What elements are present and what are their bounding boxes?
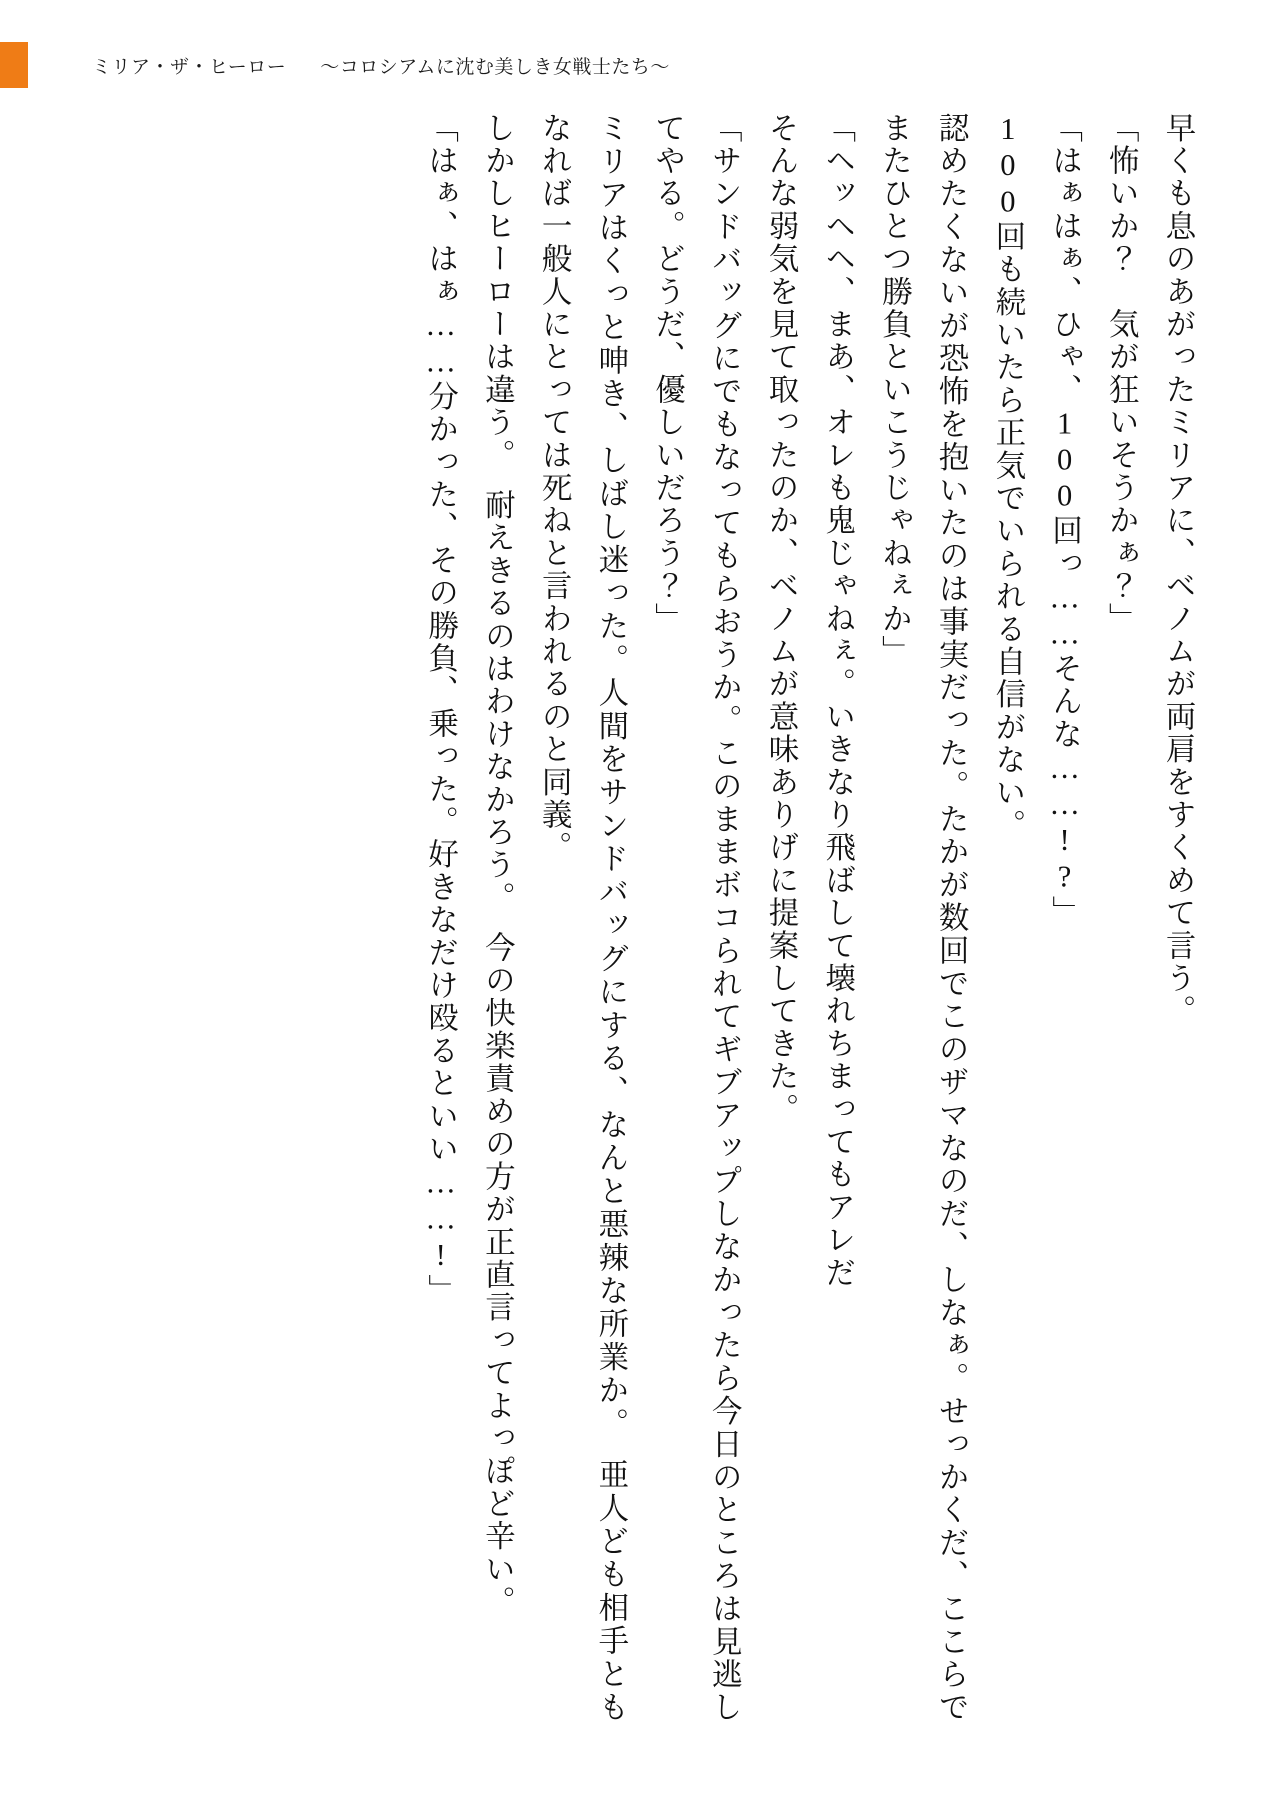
paragraph: 「サンドバッグにでもなってもらおうか。このままボコられてギブアップしなかったら今日のところは見逃してやる。どうだ、優しいだろう？」 [650,112,742,1724]
paragraph: 「ヘッヘヘ、まあ、オレも鬼じゃねぇ。いきなり飛ばして壊れちまってもアレだ [820,112,855,1290]
page-header [0,42,688,88]
paragraph: 100回も続いたら正気でいられる自信がない。 [990,112,1025,842]
header-title-main: ミリア・ザ・ヒーロー [92,56,287,78]
paragraph: そんな弱気を見て取ったのか、ベノムが意味ありげに提案してきた。 [763,112,798,1126]
paragraph: しかしヒーローは違う。 耐えきるのはわけなかろう。 今の快楽責めの方が正直言ってよっぽど辛い。 [480,112,515,1619]
paragraph: 「はぁ、はぁ……分かった、その勝負、乗った。好きなだけ殴るといい……!」 [423,112,458,1307]
paragraph: 「はぁはぁ、ひゃ、100回っ……そんな……!?」 [1047,112,1082,929]
paragraph: 「怖いか？ 気が狂いそうかぁ？」 [1104,112,1139,636]
paragraph: 認めたくないが恐怖を抱いたのは事実だった。たかが数回でこのザマなのだ、しなぁ。せっかくだ、ここらでまたひとつ勝負といこうじゃねぇか」 [877,112,969,1724]
paragraph: ミリアはくっと呻き、しばし迷った。人間をサンドバッグにする、なんと悪辣な所業か。 亜人ども相手ともなれば一般人にとっては死ねと言われるのと同義。 [537,112,628,1724]
novel-body-text [196,112,1206,1724]
header-title-subtitle: ～コロシアムに沈む美しき女戦士たち～ [320,56,670,78]
header-orange-tab [0,42,28,88]
paragraph: 早くも息のあがったミリアに、ベノムが両肩をすくめて言う。 [1161,112,1195,1028]
